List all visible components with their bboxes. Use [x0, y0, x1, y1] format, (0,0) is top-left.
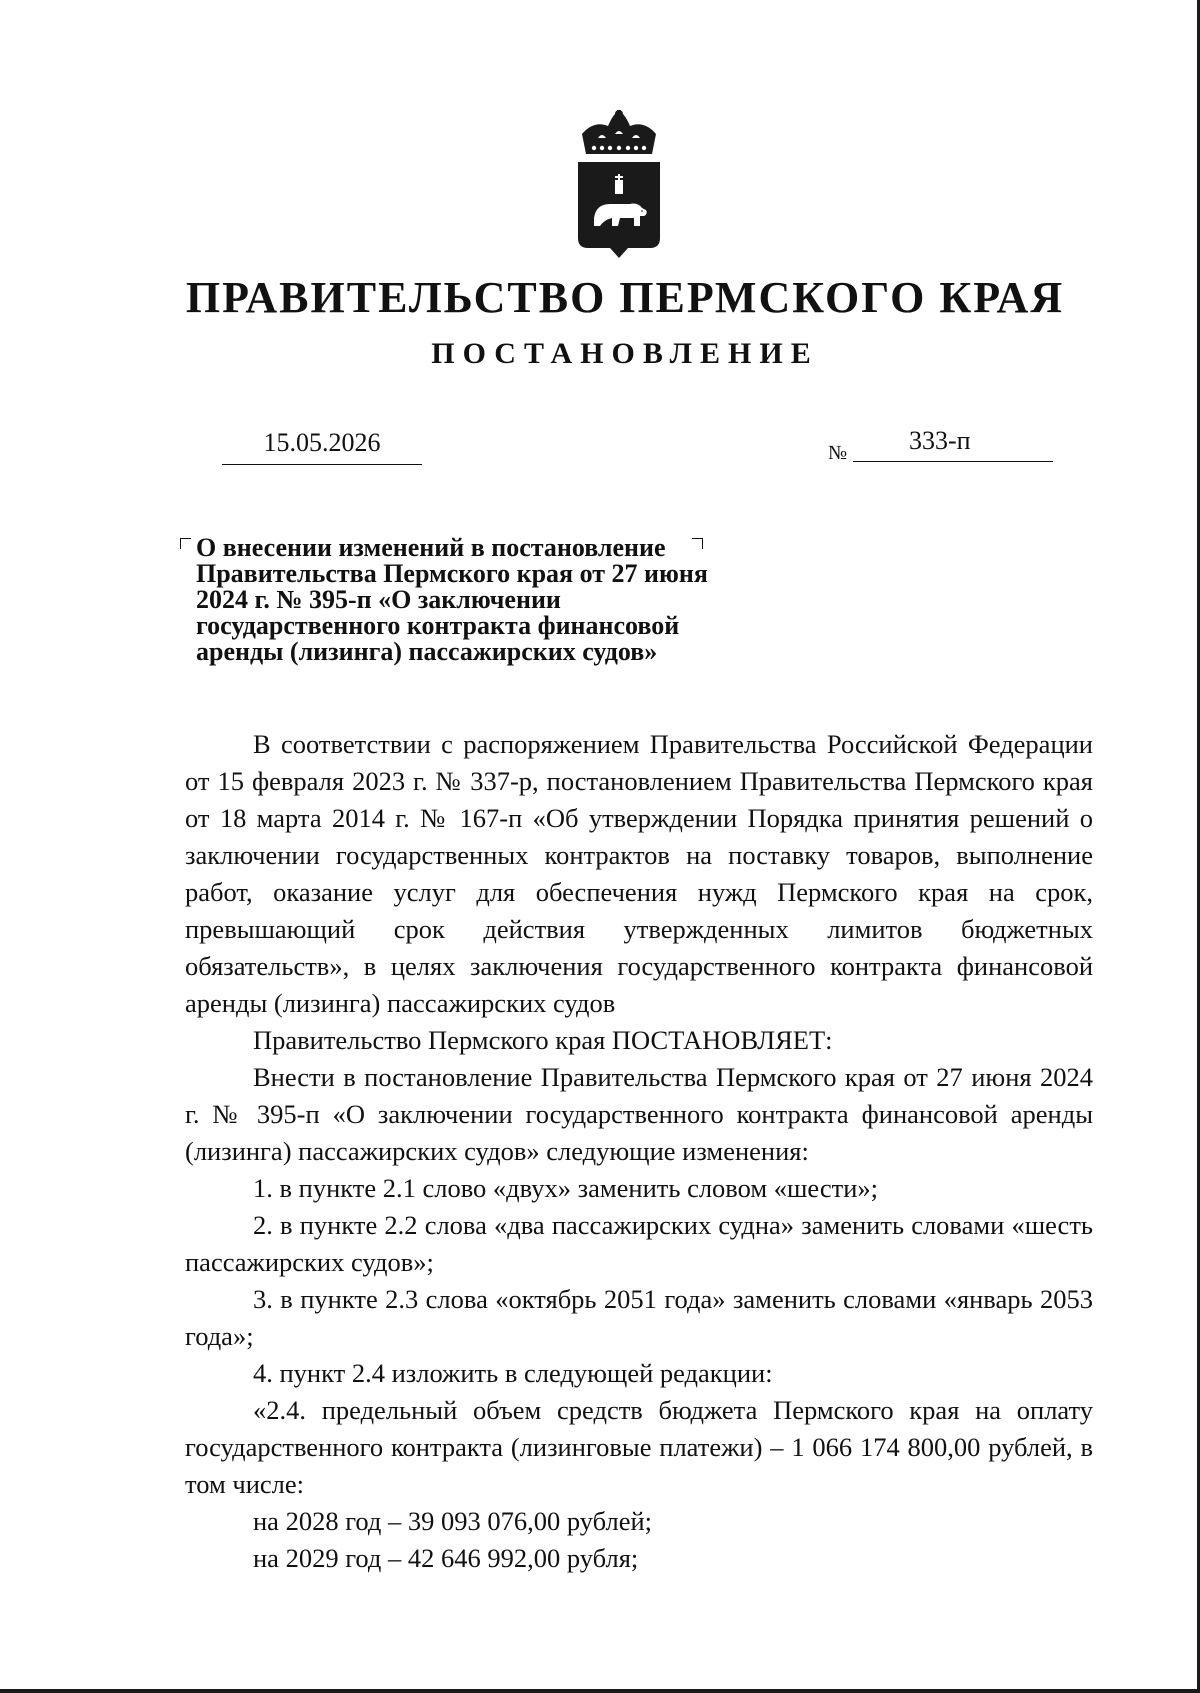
- amendment-item: 3. в пункте 2.3 слова «октябрь 2051 года» заменить словами «январь 2053 года»;: [185, 1284, 1093, 1351]
- budget-year-line: на 2029 год – 42 646 992,00 рубля;: [253, 1543, 639, 1573]
- organization-title: ПРАВИТЕЛЬСТВО ПЕРМСКОГО КРАЯ: [185, 273, 1065, 322]
- document-body: [185, 726, 1093, 1577]
- scan-edge-bottom: [0, 1689, 1200, 1693]
- amendment-intro-paragraph: Внести в постановление Правительства Пермского края от 27 июня 2024 г. № 395-п «О заключении государственного контракта финансовой аренды (лизинга) пассажирских судов» следующие изменения:: [185, 1062, 1093, 1166]
- subject-line: аренды (лизинга) пассажирских судов»: [196, 637, 658, 666]
- subject-line: 2024 г. № 395-п «О заключении: [196, 585, 561, 614]
- amendment-item: 4. пункт 2.4 изложить в следующей редакции:: [253, 1358, 773, 1388]
- document-number: 333-п: [853, 426, 1053, 462]
- document-type: ПОСТАНОВЛЕНИЕ: [431, 337, 819, 370]
- amendment-item: 1. в пункте 2.1 слово «двух» заменить словом «шести»;: [253, 1173, 878, 1203]
- budget-paragraph: «2.4. предельный объем средств бюджета Пермского края на оплату государственного контракта (лизинговые платежи) – 1 066 174 800,00 рублей, в том числе:: [185, 1395, 1093, 1499]
- preamble-paragraph: В соответствии с распоряжением Правительства Российской Федерации от 15 февраля 2023 г. № 337-р, постановлением Правительства Пермского края от 18 марта 2014 г. № 167-п «Об утверждении Порядка принятия решений о заключении государственных контрактов на поставку товаров, выполнение работ, оказание услуг для обеспечения нужд Пермского края на срок, превышающий срок действия утвержденных лимитов бюджетных обязательств», в целях заключения государственного контракта финансовой аренды (лизинга) пассажирских судов: [185, 729, 1093, 1018]
- coat-of-arms-icon: [572, 110, 666, 260]
- number-label: №: [828, 442, 848, 464]
- budget-year-line: на 2028 год – 39 093 076,00 рублей;: [253, 1506, 653, 1536]
- subject-corner-left: [180, 538, 191, 549]
- subject-line: Правительства Пермского края от 27 июня: [196, 559, 708, 588]
- document-subject: [196, 535, 786, 665]
- document-date: 15.05.2026: [222, 428, 422, 465]
- subject-line: О внесении изменений в постановление: [196, 533, 666, 562]
- amendment-item: 2. в пункте 2.2 слова «два пассажирских судна» заменить словами «шесть пассажирских судов»;: [185, 1210, 1093, 1277]
- subject-line: государственного контракта финансовой: [196, 611, 680, 640]
- resolution-clause: Правительство Пермского края ПОСТАНОВЛЯЕТ:: [253, 1025, 833, 1055]
